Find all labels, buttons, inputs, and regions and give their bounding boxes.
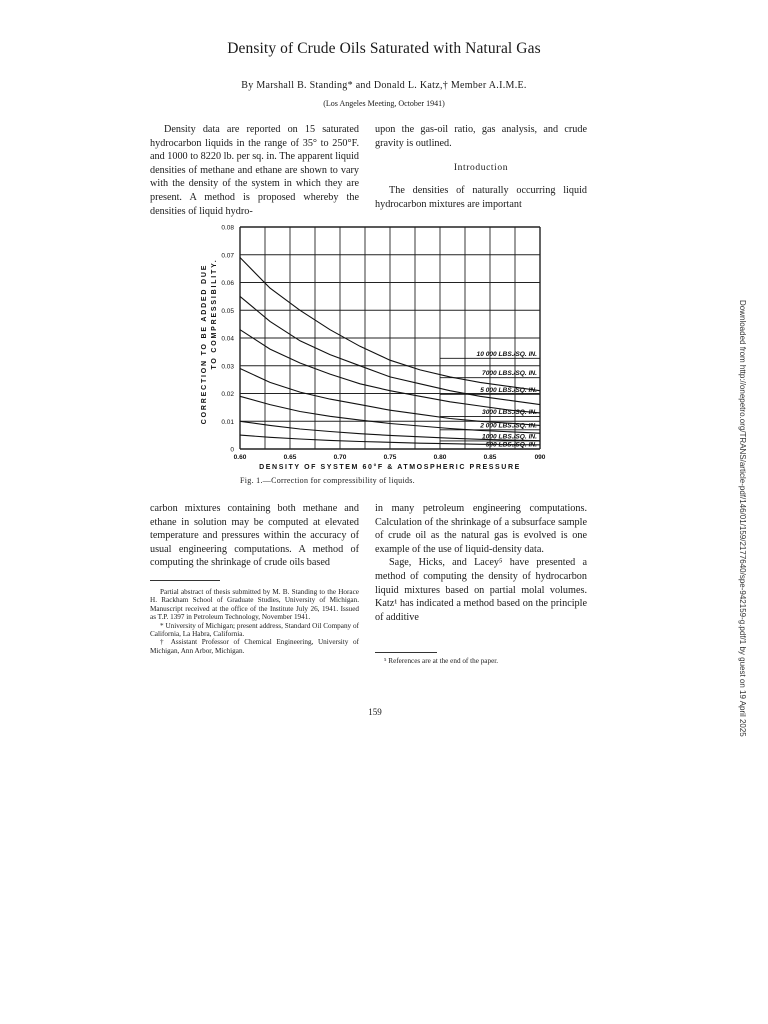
y-tick-label: 0.05 [221,307,234,315]
y-tick-label: 0.01 [221,418,234,426]
y-tick-label: 0 [230,446,234,454]
x-tick-label: 0.65 [283,454,297,461]
y-tick-label: 0.02 [221,391,234,398]
right-column-bottom [375,502,587,624]
abstract-continuation: upon the gas-oil ratio, gas analysis, and crude gravity is outlined. [375,124,587,149]
footnotes [150,588,359,655]
abstract-text: Density data are reported on 15 saturated hydrocarbon liquids in the range of 35° to 250°F. and 1000 to 8220 lb. per sq. in. The apparent liquid densities of methane and ethane are shown to vary with the density of the system in which they are present. A method is proposed whereby the densities of liquid hydro- [150,124,359,217]
x-tick-label: 0.80 [433,454,447,461]
left-bottom-text: carbon mixtures containing both methane and ethane in solution may be computed at elevated temperature and pressures within the accuracy of usual engineering computations. A method of computing the shrinkage of crude oils based [150,503,359,569]
y-axis-label-2: TO COMPRESSIBILITY. [211,258,218,370]
curve-label: 1000 LBS./SQ. IN. [482,433,537,441]
curve-label: 10 000 LBS./SQ. IN. [476,350,537,358]
download-notice: Downloaded from http://onepetro.org/TRANS/article-pdf/146/01/159/2177640/spe-942159-g.pdf/1 by guest on 19 April 2025 [738,300,747,737]
abstract-paragraph [150,123,359,218]
x-tick-label: 0.60 [233,454,247,461]
meeting-note: (Los Angeles Meeting, October 1941) [323,99,445,108]
curve-label: 3000 LBS./SQ. IN. [482,409,537,417]
x-tick-label: 0.85 [483,454,497,461]
left-column-bottom [150,502,359,570]
footnote-standing: * University of Michigan; present address, Standard Oil Company of California, La Habra, California. [150,621,359,639]
download-sidebar [734,300,750,737]
x-tick-label: 090 [534,454,546,461]
y-tick-label: 0.08 [221,224,234,232]
paper-title: Density of Crude Oils Saturated with Natural Gas [227,40,541,57]
footnote-rule [150,580,220,581]
right-bottom-text-2: Sage, Hicks, and Lacey⁵ have presented a method of computing the density of hydrocarbon liquid mixtures based on partial molal volumes. Katz¹ has indicated a method based on the principle of additive [375,557,587,623]
right-footnote: ⁵ References are at the end of the paper. [384,657,499,665]
page-number: 159 [368,707,382,717]
y-axis-label-1: CORRECTION TO BE ADDED DUE [201,263,208,425]
curve-label: 2 000 LBS./SQ. IN. [480,422,537,430]
y-tick-label: 0.03 [221,363,234,371]
right-bottom-text-1: in many petroleum engineering computations. Calculation of the shrinkage of a subsurface sample of crude oil as the natural gas is evolved is one example of the use of liquid-density data. [375,503,587,555]
curve-label: 7000 LBS./SQ. IN. [482,370,537,378]
figure-caption: Fig. 1.—Correction for compressibility of liquids. [240,476,415,485]
curve-label: 5 000 LBS./SQ. IN. [480,386,537,394]
section-heading: Introduction [453,163,509,173]
intro-text: The densities of naturally occurring liquid hydrocarbon mixtures are important [375,185,587,210]
footnote-thesis: Partial abstract of thesis submitted by M. B. Standing to the Horace H. Rackham School of Graduate Studies, University of Michigan. Manuscript received at the office of the Institute July 26, 1941. Issued as T.P. 1397 in Petroleum Technology, November 1941. [150,588,359,622]
footnote-katz: † Assistant Professor of Chemical Engineering, University of Michigan, Ann Arbor, Michigan. [150,638,359,655]
curve-label: 500 LBS./SQ. IN. [485,441,537,449]
x-axis-label: DENSITY OF SYSTEM 60°F & ATMOSPHERIC PRESSURE [259,464,521,471]
right-footnote-rule [375,652,437,653]
x-tick-label: 0.70 [333,454,347,461]
y-tick-label: 0.07 [221,252,234,260]
x-tick-label: 0.75 [383,454,397,461]
right-column-top [375,123,587,150]
y-tick-label: 0.06 [221,280,234,287]
compressibility-chart [188,222,560,474]
intro-paragraph-start [375,184,587,211]
author-byline: By Marshall B. Standing* and Donald L. Katz,† Member A.I.M.E. [241,80,527,91]
y-tick-label: 0.04 [221,335,234,343]
